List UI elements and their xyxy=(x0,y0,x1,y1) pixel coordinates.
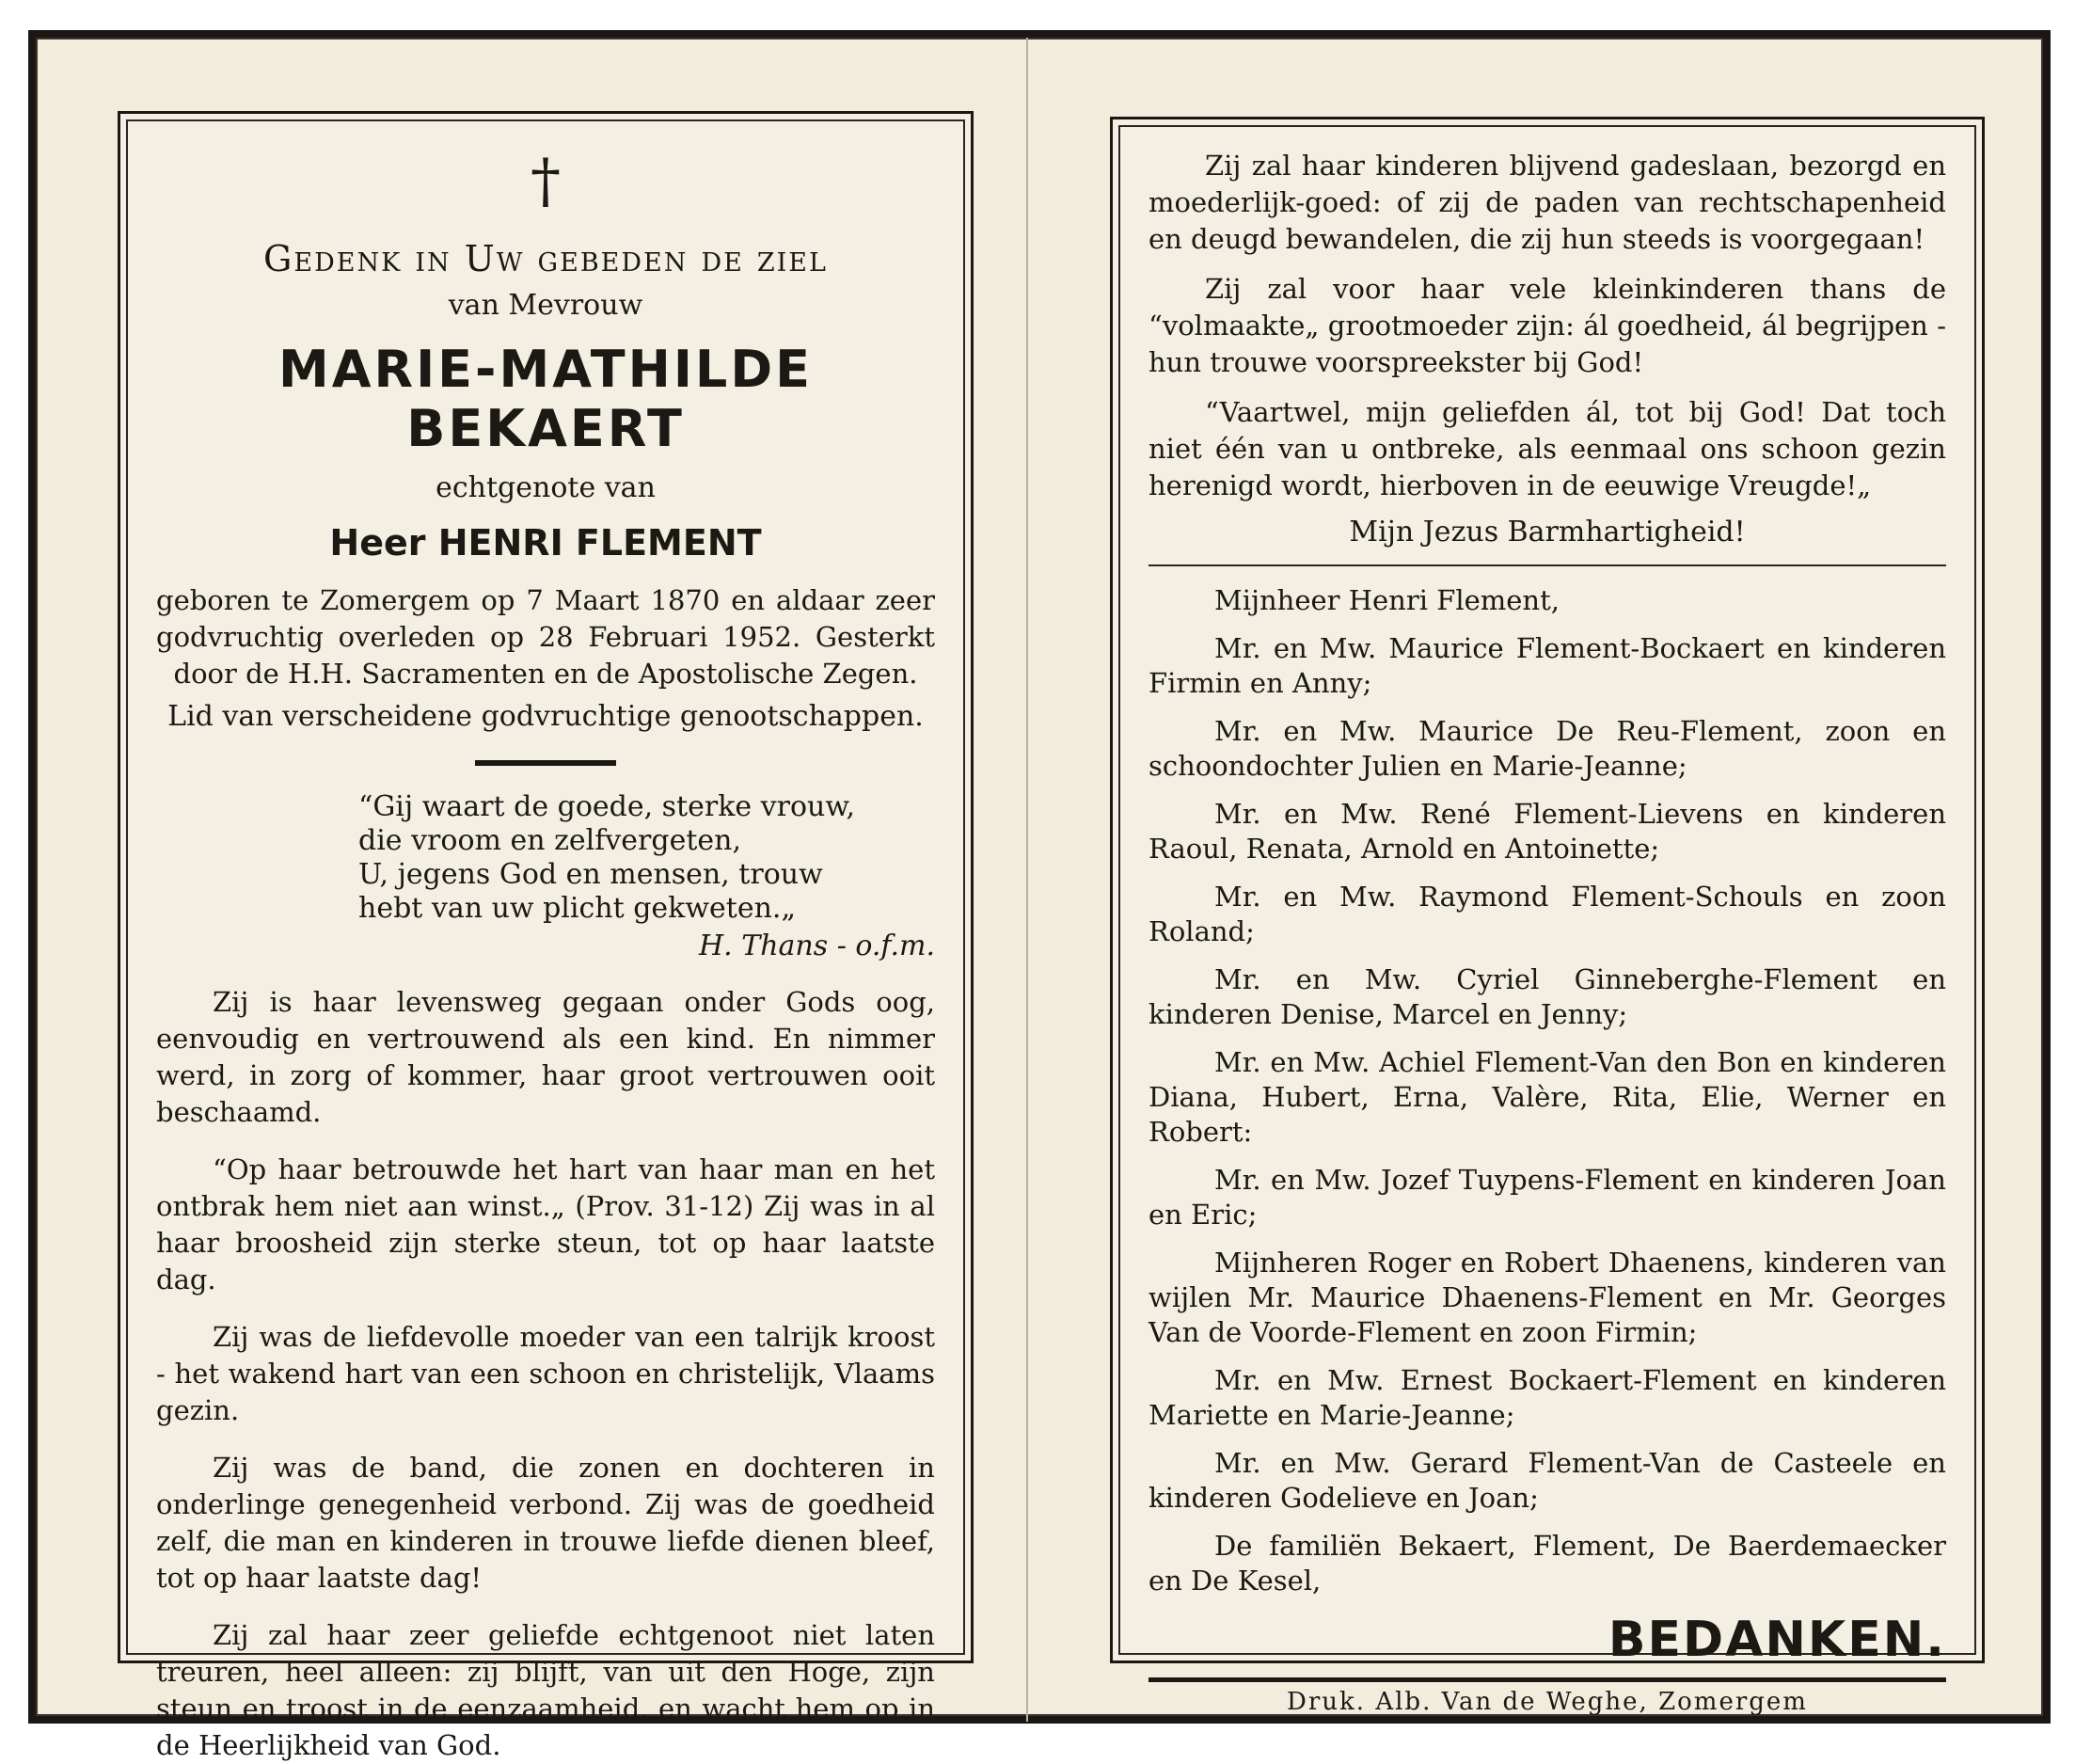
card-fold xyxy=(1026,38,1028,1722)
family-entry: Mijnheer Henri Flement, xyxy=(1214,584,1560,616)
spouse-of: echtgenote van xyxy=(436,471,656,504)
membership: Lid van verscheidene godvruchtige genootschappen. xyxy=(167,700,924,733)
printer-rule xyxy=(1148,1677,1946,1682)
poem-line: “Gij waart de goede, sterke vrouw, xyxy=(358,790,856,823)
poem xyxy=(358,790,935,963)
family-entry: Mr. en Mw. Maurice Flement-Bockaert en kinderen Firmin en Anny; xyxy=(1148,632,1946,699)
left-panel xyxy=(118,111,974,1761)
family-entry: Mr. en Mw. Raymond Flement-Schouls en zoon Roland; xyxy=(1148,881,1946,947)
poem-line: U, jegens God en mensen, trouw xyxy=(358,858,823,891)
paragraph: “Op haar betrouwde het hart van haar man en het ontbrak hem niet aan winst.„ (Prov. 31-12) Zij was in al haar broosheid zijn sterke steun, tot op haar laatste dag. xyxy=(156,1153,935,1295)
husband-name: Heer HENRI FLEMENT xyxy=(329,522,762,564)
family-entry: Mr. en Mw. Achiel Flement-Van den Bon en kinderen Diana, Hubert, Erna, Valère, Rita, Elie, Werner en Robert: xyxy=(1148,1046,1946,1148)
family-entry: Mr. en Mw. Maurice De Reu-Flement, zoon en schoondochter Julien en Marie-Jeanne; xyxy=(1148,715,1946,782)
printer: Druk. Alb. Van de Weghe, Zomergem xyxy=(1287,1688,1808,1716)
paragraph: Zij was de liefdevolle moeder van een talrijk kroost - het wakend hart van een schoon en christelijk, Vlaams gezin. xyxy=(156,1321,935,1426)
birth-text: geboren te Zomergem op 7 Maart 1870 en aldaar zeer godvruchtig overleden op 28 Februari 1952. Gesterkt door de H.H. Sacramenten en de Apostolische Zegen. xyxy=(156,584,935,690)
van-mevrouw: van Mevrouw xyxy=(448,289,643,322)
poem-line: hebt van uw plicht gekweten.„ xyxy=(358,892,796,925)
family-entry: Mijnheren Roger en Robert Dhaenens, kinderen van wijlen Mr. Maurice Dhaenens-Flement en Mr. Georges Van de Voorde-Flement en zoon Firmin; xyxy=(1148,1247,1946,1348)
family-entry: Mr. en Mw. Jozef Tuypens-Flement en kinderen Joan en Eric; xyxy=(1148,1164,1946,1231)
poem-author: H. Thans - o.f.m. xyxy=(698,930,935,962)
bedanken: BEDANKEN. xyxy=(1608,1612,1946,1668)
family-entry: Mr. en Mw. Cyriel Ginneberghe-Flement en kinderen Denise, Marcel en Jenny; xyxy=(1148,963,1946,1030)
paragraph: Zij was de band, die zonen en dochteren in onderlinge genegenheid verbond. Zij was de goedheid zelf, die man en kinderen in trouwe liefde dienen bleef, tot op haar laatste dag! xyxy=(156,1452,935,1594)
paragraph: Zij zal haar zeer geliefde echtgenoot niet laten treuren, heel alleen: zij blijft, van uit den Hoge, zijn steun en troost in de eenzaamheid, en wacht hem op in de Heerlijkheid van God. xyxy=(156,1619,935,1761)
prayer: Mijn Jezus Barmhartigheid! xyxy=(1349,516,1746,548)
divider xyxy=(475,760,616,766)
family-entry: De familiën Bekaert, Flement, De Baerdemaecker en De Kesel, xyxy=(1148,1530,1946,1597)
divider xyxy=(1148,564,1946,566)
family-entry: Mr. en Mw. Gerard Flement-Van de Casteele en kinderen Godelieve en Joan; xyxy=(1148,1447,1946,1514)
paragraph: Zij zal voor haar vele kleinkinderen thans de “volmaakte„ grootmoeder zijn: ál goedheid, ál begrijpen - hun trouwe voorspreekster bij God! xyxy=(1148,273,1946,378)
heading: Gedenk in Uw gebeden de ziel xyxy=(263,238,828,279)
poem-line: die vroom en zelfvergeten, xyxy=(358,824,742,857)
cross-icon: † xyxy=(531,147,561,216)
right-panel xyxy=(1110,117,1985,1716)
family-entry: Mr. en Mw. Ernest Bockaert-Flement en kinderen Mariette en Marie-Jeanne; xyxy=(1148,1364,1946,1431)
deceased-name: MARIE-MATHILDE BEKAERT xyxy=(277,340,814,458)
paragraph: Zij zal haar kinderen blijvend gadeslaan, bezorgd en moederlijk-goed: of zij de paden van rechtschapenheid en deugd bewandelen, die zij hun steeds is voorgegaan! xyxy=(1148,150,1946,255)
paragraph: “Vaartwel, mijn geliefden ál, tot bij God! Dat toch niet één van u ontbreke, als eenmaal ons schoon gezin herenigd wordt, hierboven in de eeuwige Vreugde!„ xyxy=(1148,396,1946,501)
paragraph: Zij is haar levensweg gegaan onder Gods oog, eenvoudig en vertrouwend als een kind. En nimmer werd, in zorg of kommer, haar groot vertrouwen ooit beschaamd. xyxy=(156,986,935,1128)
family-entry: Mr. en Mw. René Flement-Lievens en kinderen Raoul, Renata, Arnold en Antoinette; xyxy=(1148,798,1946,865)
